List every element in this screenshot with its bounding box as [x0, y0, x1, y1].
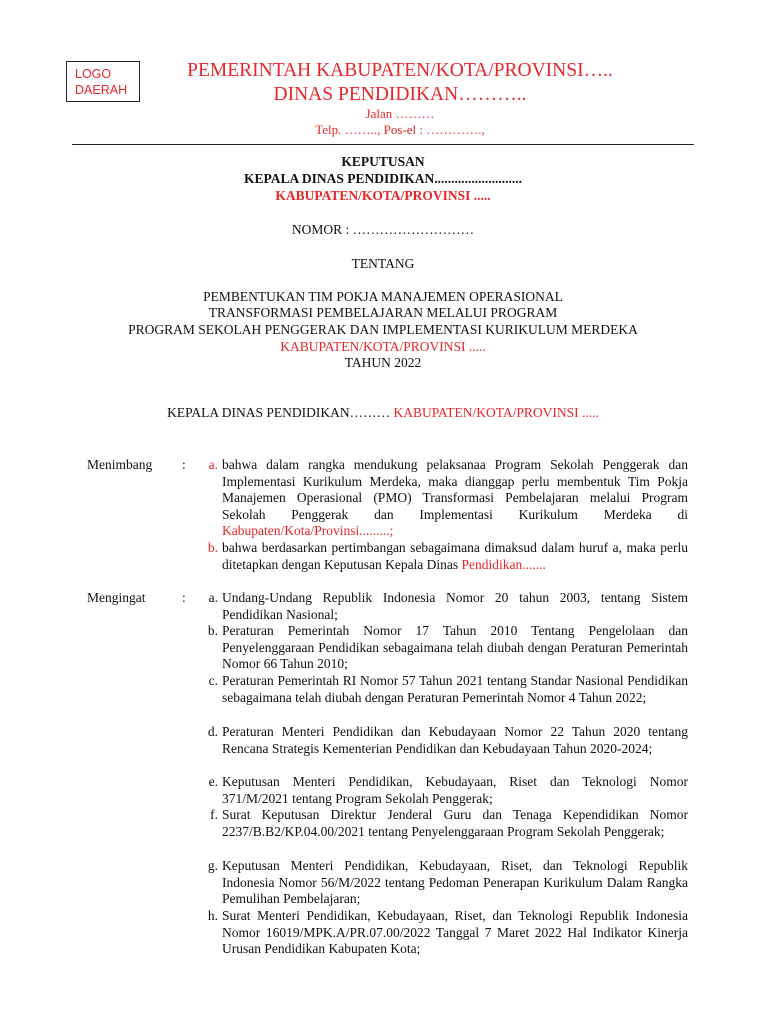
decree-subject-line1: PEMBENTUKAN TIM POKJA MANAJEMEN OPERASIONAL	[203, 289, 563, 304]
logo-line1: LOGO	[75, 67, 112, 81]
item-marker: b.	[207, 540, 218, 555]
menimbang-item-a	[196, 457, 688, 540]
agency-placeholder: Pendidikan.......	[461, 556, 546, 572]
signer-region: KABUPATEN/KOTA/PROVINSI .....	[393, 405, 599, 420]
item-marker: c.	[208, 673, 218, 688]
decree-about-label: TENTANG	[351, 256, 415, 271]
item-marker: d.	[207, 724, 218, 739]
mengingat-colon: :	[182, 590, 186, 605]
decree-title: KEPUTUSAN	[341, 154, 425, 169]
header-address: Jalan ………	[365, 106, 435, 121]
item-text: bahwa berdasarkan pertimbangan sebagaimana dimaksud dalam huruf a, maka perlu ditetapkan dengan Keputusan Kepala Dinas Pendidikan.......	[222, 540, 688, 572]
item-text: Undang-Undang Republik Indonesia Nomor 20 tahun 2003, tentang Sistem Pendidikan Nasional;	[222, 590, 688, 622]
decree-issuer: KEPALA DINAS PENDIDIKAN..........................	[243, 171, 523, 186]
mengingat-item-b	[196, 623, 688, 673]
header-contact: Telp. …….., Pos-el : ………….,	[315, 122, 485, 137]
decree-subject-line2: TRANSFORMASI PEMBELAJARAN MELALUI PROGRAM	[208, 305, 558, 320]
decree-year: TAHUN 2022	[344, 355, 422, 370]
decree-region: KABUPATEN/KOTA/PROVINSI .....	[275, 188, 491, 203]
item-marker: b.	[207, 623, 218, 638]
item-text: bahwa dalam rangka mendukung pelaksanaa Program Sekolah Penggerak dan Implementasi Kurikulum Merdeka, maka dianggap perlu membentuk Tim Pokja Manajemen Operasional (PMO) Transformasi Pembelajaran melalui Program Sekolah Penggerak dan Implementasi Kurikulum Merdeka di Kabupaten/Kota/Provinsi.........;	[222, 457, 688, 539]
region-placeholder: Kabupaten/Kota/Provinsi.........;	[222, 523, 394, 539]
mengingat-label: Mengingat	[87, 590, 146, 605]
item-text: Peraturan Menteri Pendidikan dan Kebudayaan Nomor 22 Tahun 2020 tentang Rencana Strategis Kementerian Pendidikan dan Kebudayaan Tahun 2020-2024;	[222, 724, 688, 756]
item-text: Peraturan Pemerintah Nomor 17 Tahun 2010 Tentang Pengelolaan dan Penyelenggaraan Pendidikan sebagaimana telah diubah dengan Peraturan Pemerintah Nomor 66 Tahun 2010;	[222, 623, 688, 672]
item-text: Keputusan Menteri Pendidikan, Kebudayaan, Riset, dan Teknologi Republik Indonesia Nomor 56/M/2022 tentang Pedoman Penerapan Kurikulum Dalam Rangka Pemulihan Pembelajaran;	[222, 858, 688, 907]
mengingat-item-c	[196, 673, 688, 706]
decree-subject-region: KABUPATEN/KOTA/PROVINSI .....	[280, 339, 486, 354]
letterhead-divider	[72, 144, 694, 145]
item-marker: a.	[208, 590, 218, 605]
item-text: Surat Menteri Pendidikan, Kebudayaan, Riset, dan Teknologi Republik Indonesia Nomor 16019/MPK.A/PR.07.00/2022 Tanggal 7 Maret 2022 Hal Indikator Kinerja Urusan Pendidikan Kabupaten Kota;	[222, 908, 688, 957]
logo-line2: DAERAH	[75, 83, 128, 97]
menimbang-label: Menimbang	[87, 457, 153, 472]
item-text: Surat Keputusan Direktur Jenderal Guru dan Tenaga Kependidikan Nomor 2237/B.B2/KP.04.00/2021 tentang Penyelenggaraan Program Sekolah Penggerak;	[222, 807, 688, 839]
mengingat-item-h	[196, 908, 688, 958]
item-marker: h.	[207, 908, 218, 923]
menimbang-colon: :	[182, 457, 186, 472]
mengingat-item-a	[196, 590, 688, 623]
item-marker: f.	[210, 807, 218, 822]
mengingat-item-g	[196, 858, 688, 908]
decree-subject-line3: PROGRAM SEKOLAH PENGGERAK DAN IMPLEMENTASI KURIKULUM MERDEKA	[128, 322, 638, 337]
item-text: Keputusan Menteri Pendidikan, Kebudayaan, Riset dan Teknologi Nomor 371/M/2021 tentang Program Sekolah Penggerak;	[222, 774, 688, 806]
item-marker: g.	[207, 858, 218, 873]
mengingat-item-f	[196, 807, 688, 840]
item-marker: a.	[208, 457, 218, 472]
signer-title: KEPALA DINAS PENDIDIKAN………	[167, 405, 394, 420]
menimbang-item-b	[196, 540, 688, 573]
mengingat-item-d	[196, 724, 688, 757]
item-marker: e.	[208, 774, 218, 789]
decree-signer	[72, 405, 694, 421]
decree-number: NOMOR : ………………………	[291, 222, 475, 237]
item-text: Peraturan Pemerintah RI Nomor 57 Tahun 2021 tentang Standar Nasional Pendidikan sebagaimana telah diubah dengan Peraturan Pemerintah Nomor 4 Tahun 2022;	[222, 673, 688, 705]
header-government: PEMERINTAH KABUPATEN/KOTA/PROVINSI…..	[187, 60, 613, 81]
header-agency: DINAS PENDIDIKAN………..	[273, 84, 527, 105]
mengingat-item-e	[196, 774, 688, 807]
